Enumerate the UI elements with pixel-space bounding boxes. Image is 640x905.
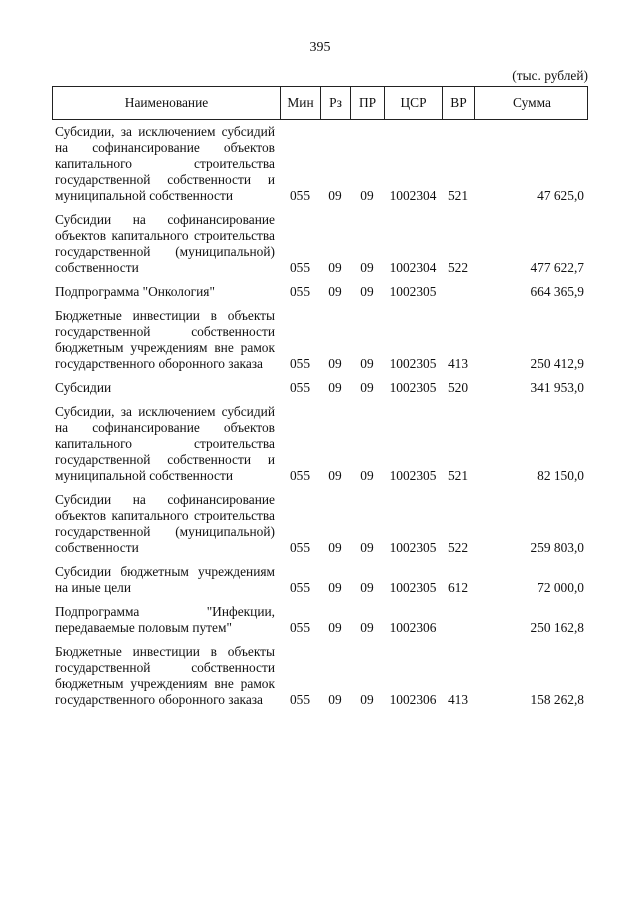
- header-pr: ПР: [351, 87, 385, 119]
- row-pr: 09: [360, 580, 374, 595]
- row-min: 055: [289, 188, 311, 203]
- row-pr: 09: [360, 356, 374, 371]
- table-row: [52, 304, 588, 376]
- row-vr: 521: [447, 468, 469, 483]
- row-min: 055: [289, 356, 311, 371]
- row-sum: 259 803,0: [530, 540, 584, 555]
- table-row: [52, 560, 588, 600]
- page-number: 395: [309, 40, 331, 55]
- row-min: 055: [289, 620, 311, 635]
- row-sum: 341 953,0: [530, 380, 584, 395]
- row-sum: 82 150,0: [537, 468, 584, 483]
- row-csr: 1002305: [389, 468, 437, 483]
- row-vr: 413: [447, 692, 469, 707]
- row-vr: 522: [447, 260, 469, 275]
- row-csr: 1002305: [389, 380, 437, 395]
- row-csr: 1002305: [389, 580, 437, 595]
- header-min: Мин: [281, 87, 321, 119]
- row-csr: 1002304: [389, 188, 437, 203]
- row-rz: 09: [328, 580, 342, 595]
- row-pr: 09: [360, 260, 374, 275]
- table-body: [52, 120, 588, 712]
- row-name: Субсидии на софинансирование объектов капитального строительства государственной (муниципальной) собственности: [55, 492, 275, 555]
- row-sum: 72 000,0: [537, 580, 584, 595]
- row-vr: 413: [447, 356, 469, 371]
- row-min: 055: [289, 580, 311, 595]
- row-vr: 520: [447, 380, 469, 395]
- row-vr: 522: [447, 540, 469, 555]
- row-min: 055: [289, 284, 311, 299]
- header-sum: Сумма: [513, 95, 551, 110]
- row-pr: 09: [360, 380, 374, 395]
- row-name: Субсидии на софинансирование объектов капитального строительства государственной (муниципальной) собственности: [55, 212, 275, 275]
- table-row: [52, 488, 588, 560]
- table-row: [52, 208, 588, 280]
- row-csr: 1002306: [389, 620, 437, 635]
- row-min: 055: [289, 468, 311, 483]
- row-rz: 09: [328, 380, 342, 395]
- header-rz: Рз: [321, 87, 351, 119]
- row-csr: 1002305: [389, 356, 437, 371]
- row-rz: 09: [328, 692, 342, 707]
- row-pr: 09: [360, 620, 374, 635]
- table-row: [52, 640, 588, 712]
- row-rz: 09: [328, 284, 342, 299]
- row-rz: 09: [328, 356, 342, 371]
- row-csr: 1002305: [389, 540, 437, 555]
- row-sum: 250 412,9: [530, 356, 584, 371]
- row-csr: 1002305: [389, 284, 437, 299]
- table-row: [52, 376, 588, 400]
- table-header: [52, 86, 588, 120]
- row-pr: 09: [360, 468, 374, 483]
- row-rz: 09: [328, 260, 342, 275]
- row-pr: 09: [360, 284, 374, 299]
- row-min: 055: [289, 260, 311, 275]
- table-row: [52, 280, 588, 304]
- row-csr: 1002304: [389, 260, 437, 275]
- row-rz: 09: [328, 188, 342, 203]
- row-name: Бюджетные инвестиции в объекты государственной собственности бюджетным учреждениям вне рамок государственного оборонного заказа: [55, 644, 275, 707]
- header-csr: ЦСР: [385, 87, 443, 119]
- row-name: Субсидии бюджетным учреждениям на иные цели: [55, 564, 275, 595]
- row-sum: 47 625,0: [537, 188, 584, 203]
- row-min: 055: [289, 380, 311, 395]
- row-name: Подпрограмма "Инфекции, передаваемые половым путем": [55, 604, 275, 635]
- row-min: 055: [289, 540, 311, 555]
- row-name: Бюджетные инвестиции в объекты государственной собственности бюджетным учреждениям вне рамок государственного оборонного заказа: [55, 308, 275, 371]
- row-pr: 09: [360, 540, 374, 555]
- row-name: Субсидии, за исключением субсидий на софинансирование объектов капитального строительства государственной собственности и муниципальной собственности: [55, 404, 275, 483]
- table-row: [52, 120, 588, 208]
- row-pr: 09: [360, 692, 374, 707]
- table-row: [52, 600, 588, 640]
- table-row: [52, 400, 588, 488]
- header-vr: ВР: [443, 87, 475, 119]
- row-rz: 09: [328, 540, 342, 555]
- row-min: 055: [289, 692, 311, 707]
- row-sum: 250 162,8: [530, 620, 584, 635]
- row-name: Подпрограмма "Онкология": [55, 284, 215, 299]
- row-sum: 477 622,7: [530, 260, 584, 275]
- row-sum: 158 262,8: [530, 692, 584, 707]
- row-pr: 09: [360, 188, 374, 203]
- row-rz: 09: [328, 620, 342, 635]
- row-rz: 09: [328, 468, 342, 483]
- row-name: Субсидии: [55, 380, 112, 395]
- row-csr: 1002306: [389, 692, 437, 707]
- row-name: Субсидии, за исключением субсидий на софинансирование объектов капитального строительства государственной собственности и муниципальной собственности: [55, 124, 275, 203]
- units-label: (тыс. рублей): [512, 68, 588, 83]
- row-vr: 612: [447, 580, 469, 595]
- row-vr: 521: [447, 188, 469, 203]
- row-sum: 664 365,9: [530, 284, 584, 299]
- header-name: Наименование: [53, 87, 281, 119]
